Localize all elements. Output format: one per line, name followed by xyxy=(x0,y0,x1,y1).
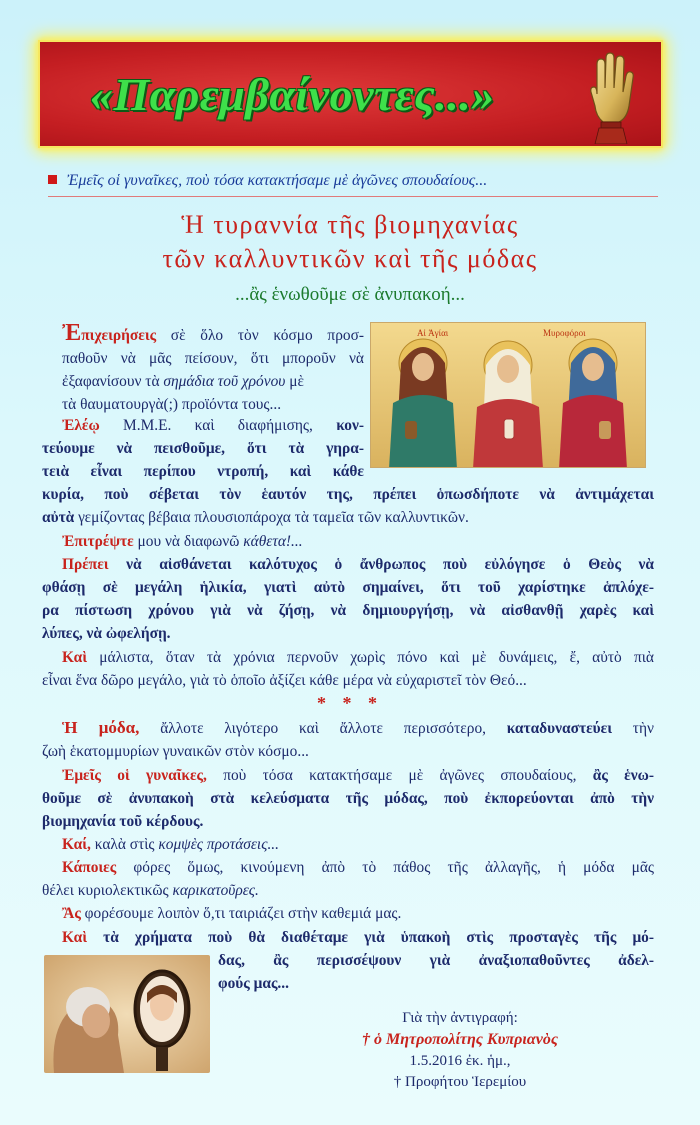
p6-line1c: τὴν xyxy=(612,720,654,737)
p1-line3c: μὲ xyxy=(285,373,304,390)
p2-lead: Ἐλέῳ xyxy=(62,417,100,434)
p2-line5b: γεμίζοντας βέβαια πλουσιοπάροχα τὰ ταμεῖα τῶν καλλυντικῶν. xyxy=(74,509,469,526)
p7-line3: βιομηχανία τοῦ κέρδους. xyxy=(42,813,204,830)
p2-line1a: Μ.Μ.Ε. καὶ διαφήμισης, xyxy=(99,417,337,434)
icon-caption-left: Αἱ Ἁγίαι xyxy=(417,328,449,338)
p7-line2: θοῦμε σὲ ἀνυπακοὴ στὰ κελεύσματα τῆς μόδας, ποὺ ἐκπορεύονται ἀπὸ τὴν xyxy=(42,790,654,807)
p2-line1b: κον- xyxy=(336,417,364,434)
p6-line1b: καταδυναστεύει xyxy=(506,720,612,737)
p3-mid: μου νὰ διαφωνῶ xyxy=(133,533,244,550)
p11-line3: φούς μας... xyxy=(218,975,289,992)
p4-line1: νὰ αἰσθάνεται καλότυχος ὁ ἄνθρωπος ποὺ εὐλόγησε ὁ Θεὸς νὰ xyxy=(108,556,654,573)
paragraph-2 xyxy=(42,414,654,529)
p2-line2: τεύουμε νὰ πεισθοῦμε, ὅτι τὰ γηρα- xyxy=(42,440,364,457)
icon-caption-right: Μυροφόροι xyxy=(543,328,586,338)
paragraph-9 xyxy=(42,856,654,902)
banner-title: «Παρεμβαίνοντες...» xyxy=(90,68,495,120)
mirror-portrait-image xyxy=(44,955,210,1073)
p4-line3: ρα πίστωση χρόνου γιὰ νὰ ζήσῃ, νὰ δημιουργήσῃ, νὰ αἰσθανθῇ χαρὲς καὶ xyxy=(42,602,654,619)
p7-lead: Ἐμεῖς οἱ γυναῖκες, xyxy=(62,767,207,784)
p4-lead: Πρέπει xyxy=(62,556,109,573)
p11-line1: τὰ χρήματα ποὺ θὰ διαθέταμε γιὰ ὑπακοὴ στὶς προσταγὲς τῆς μό- xyxy=(87,929,654,946)
intro-text: Ἐμεῖς οἱ γυναῖκες, ποὺ τόσα κατακτήσαμε μὲ ἀγῶνες σπουδαίους... xyxy=(67,172,488,189)
paragraph-4 xyxy=(42,553,654,645)
p9-line1: φόρες ὅμως, κινούμενη ἀπὸ τὸ πάθος τῆς ἀλλαγῆς, ἡ μόδα μᾶς xyxy=(116,859,654,876)
p8-mid: καλὰ στὶς xyxy=(90,836,159,853)
signoff-feast: † Προφήτου Ἱερεμίου xyxy=(393,1074,527,1090)
paragraph-11 xyxy=(42,926,654,949)
p11-line2: δας, ἂς περισσέψουν γιὰ ἀναξιοπαθοῦντες ἀδελ- xyxy=(218,952,654,969)
signoff-author: † ὁ Μητροπολίτης Κυπριανὸς xyxy=(362,1031,558,1048)
p4-line2: φθάσῃ σὲ μεγάλη ἡλικία, γιατὶ αὐτὸ σημαίνει, ὅτι τοῦ χαρίστηκε ἁπλόχε- xyxy=(42,579,654,596)
p7-line1a: ποὺ τόσα κατακτήσαμε μὲ ἀγῶνες σπουδαίους, xyxy=(206,767,593,784)
section-divider: * * * xyxy=(317,693,383,713)
p2-line4: κυρία, ποὺ σέβεται τὸν ἑαυτόν της, πρέπει ὁπωσδήποτε νὰ ἀντιμάχεται xyxy=(42,486,654,503)
paragraph-10 xyxy=(42,902,654,925)
p7-line1b: ἂς ἑνω- xyxy=(592,767,654,784)
paragraph-11-cont xyxy=(218,949,654,995)
p8-lead: Καί, xyxy=(62,836,91,853)
p4-line4: λύπες, νὰ ὠφελήσῃ. xyxy=(42,625,171,642)
signoff-date: 1.5.2016 ἐκ. ἡμ., xyxy=(409,1053,511,1069)
p11-lead: Καὶ xyxy=(62,929,88,946)
drop-cap: Ἐ xyxy=(62,320,82,346)
p2-line5a: αὐτὰ xyxy=(42,509,75,526)
raised-hand-icon xyxy=(581,50,641,144)
p1-lead: πιχειρήσεις xyxy=(81,327,157,344)
p3-lead: Ἐπιτρέψτε xyxy=(62,533,134,550)
p8-italic: κομψὲς προτάσεις... xyxy=(158,836,279,853)
title-banner xyxy=(38,40,663,148)
p1-line1: σὲ ὅλο τὸν κόσμο προσ- xyxy=(156,327,364,344)
intro-line xyxy=(48,172,658,197)
headline-line-1: Ἡ τυραννία τῆς βιομηχανίας xyxy=(181,210,519,239)
paragraph-8 xyxy=(42,833,654,856)
woman-mirror-icon xyxy=(44,955,210,1073)
paragraph-5 xyxy=(42,646,654,692)
p6-line2: ζωὴ ἑκατομμυρίων γυναικῶν στὸν κόσμο... xyxy=(42,743,309,760)
p1-line4: τὰ θαυματουργὰ(;) προϊόντα τους... xyxy=(62,396,282,413)
paragraph-6 xyxy=(42,716,654,763)
paragraph-3 xyxy=(42,530,654,553)
p2-line3: τειὰ εἶναι περίπου ντροπή, καὶ κάθε xyxy=(42,463,364,480)
p1-line3a: ἐξαφανίσουν τὰ xyxy=(62,373,164,390)
p1-line3b: σημάδια τοῦ χρόνου xyxy=(163,373,286,390)
paragraph-1 xyxy=(42,322,364,416)
p6-lead: Ἡ μόδα, xyxy=(62,718,140,737)
p3-italic: κάθετα!... xyxy=(243,533,303,550)
signoff-label: Γιὰ τὴν ἀντιγραφή: xyxy=(402,1010,518,1026)
p9-line2a: θέλει κυριολεκτικῶς xyxy=(42,882,173,899)
p5-line1: μάλιστα, ὅταν τὰ χρόνια περνοῦν χωρὶς πόνο καὶ μὲ δυνάμεις, ἔ, αὐτὸ πιὰ xyxy=(87,649,654,666)
p1-line2: παθοῦν νὰ μᾶς πείσουν, ὅτι μποροῦν νὰ xyxy=(62,350,364,367)
p9-line2b: καρικατοῦρες. xyxy=(172,882,259,899)
p9-lead: Κάποιες xyxy=(62,859,117,876)
paragraph-7 xyxy=(42,764,654,833)
red-square-icon xyxy=(48,175,57,184)
p6-line1a: ἄλλοτε λιγότερο καὶ ἄλλοτε περισσότερο, xyxy=(139,720,507,737)
headline-line-2: τῶν καλλυντικῶν καὶ τῆς μόδας xyxy=(162,244,538,273)
p5-line2: εἶναι ἕνα δῶρο μεγάλο, γιὰ τὸ ὁποῖο ἀξίζει κάθε μέρα νὰ εὐχαριστεῖ τὸν Θεό... xyxy=(42,672,527,689)
subheadline: ...ἂς ἑνωθοῦμε σὲ ἀνυπακοή... xyxy=(235,284,465,305)
p10-rest: φορέσουμε λοιπὸν ὅ,τι ταιριάζει στὴν καθεμιά μας. xyxy=(80,905,402,922)
p5-lead: Καὶ xyxy=(62,649,88,666)
p10-lead: Ἂς xyxy=(62,905,81,922)
